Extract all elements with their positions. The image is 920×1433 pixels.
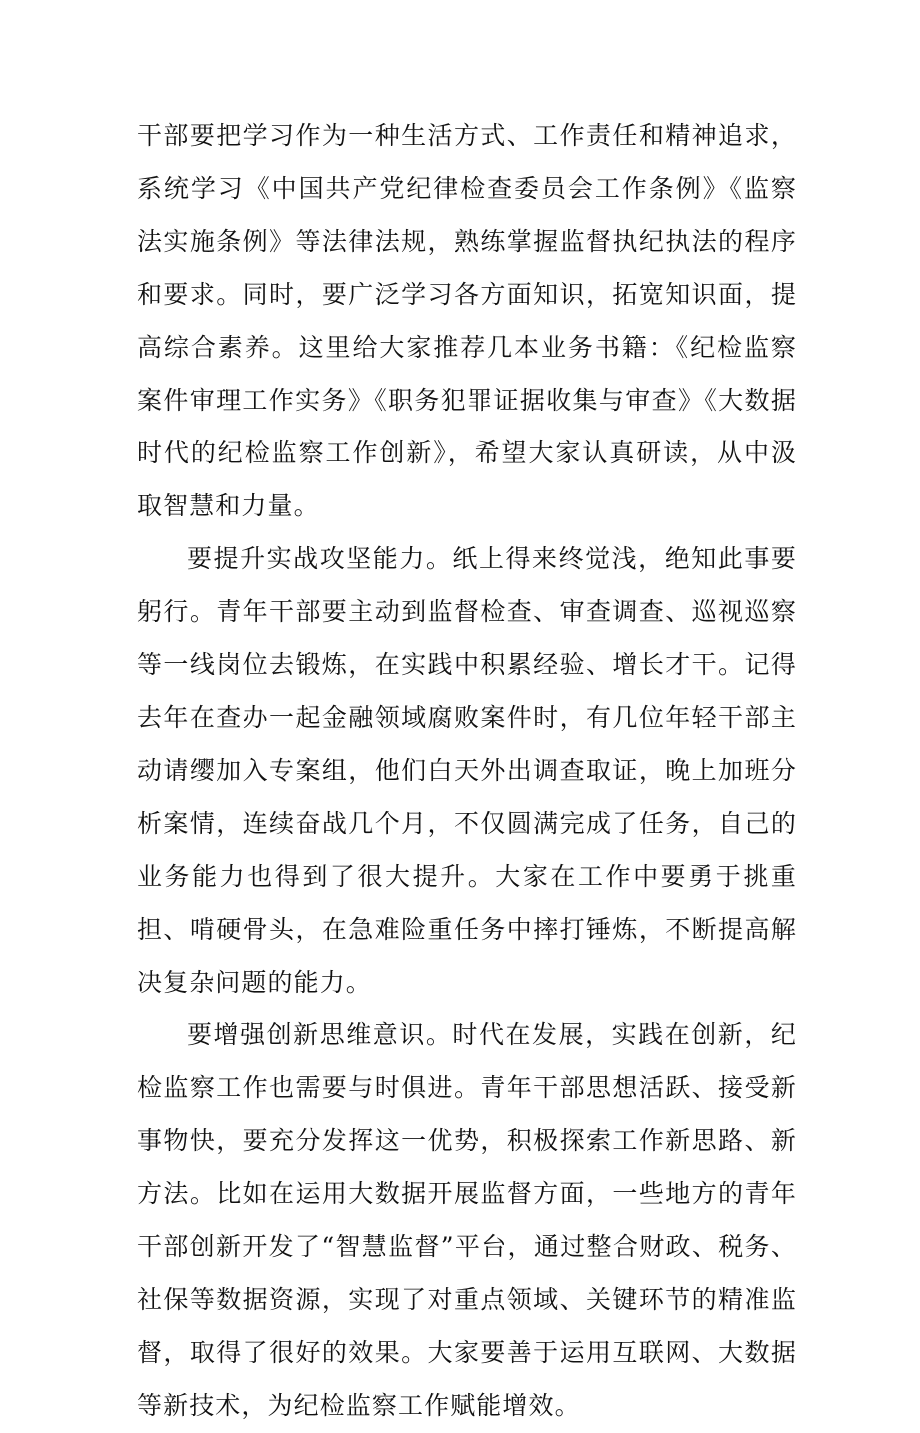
paragraph-innovation-thinking: 要增强创新思维意识。时代在发展，实践在创新，纪检监察工作也需要与时俱进。青年干部思想活跃、接受新事物快，要充分发挥这一优势，积极探索工作新思路、新方法。比如在运用大数据开展监督方面，一些地方的青年干部创新开发了“智慧监督”平台，通过整合财政、税务、社保等数据资源，实现了对重点领域、关键环节的精准监督，取得了很好的效果。大家要善于运用互联网、大数据等新技术，为纪检监察工作赋能增效。 (137, 1020, 797, 1420)
paragraph-practical-ability: 要提升实战攻坚能力。纸上得来终觉浅，绝知此事要躬行。青年干部要主动到监督检查、审查调查、巡视巡察等一线岗位去锻炼，在实践中积累经验、增长才干。记得去年在查办一起金融领域腐败案件时，有几位年轻干部主动请缨加入专案组，他们白天外出调查取证，晚上加班分析案情，连续奋战几个月，不仅圆满完成了任务，自己的业务能力也得到了很大提升。大家在工作中要勇于挑重担、啃硬骨头，在急难险重任务中摔打锤炼，不断提高解决复杂问题的能力。 (137, 544, 797, 997)
document-body (137, 110, 797, 1433)
paragraph-study-continuation: 干部要把学习作为一种生活方式、工作责任和精神追求，系统学习《中国共产党纪律检查委员会工作条例》《监察法实施条例》等法律法规，熟练掌握监督执纪执法的程序和要求。同时，要广泛学习各方面知识，拓宽知识面，提高综合素养。这里给大家推荐几本业务书籍：《纪检监察案件审理工作实务》《职务犯罪证据收集与审查》《大数据时代的纪检监察工作创新》，希望大家认真研读，从中汲取智慧和力量。 (137, 121, 797, 521)
